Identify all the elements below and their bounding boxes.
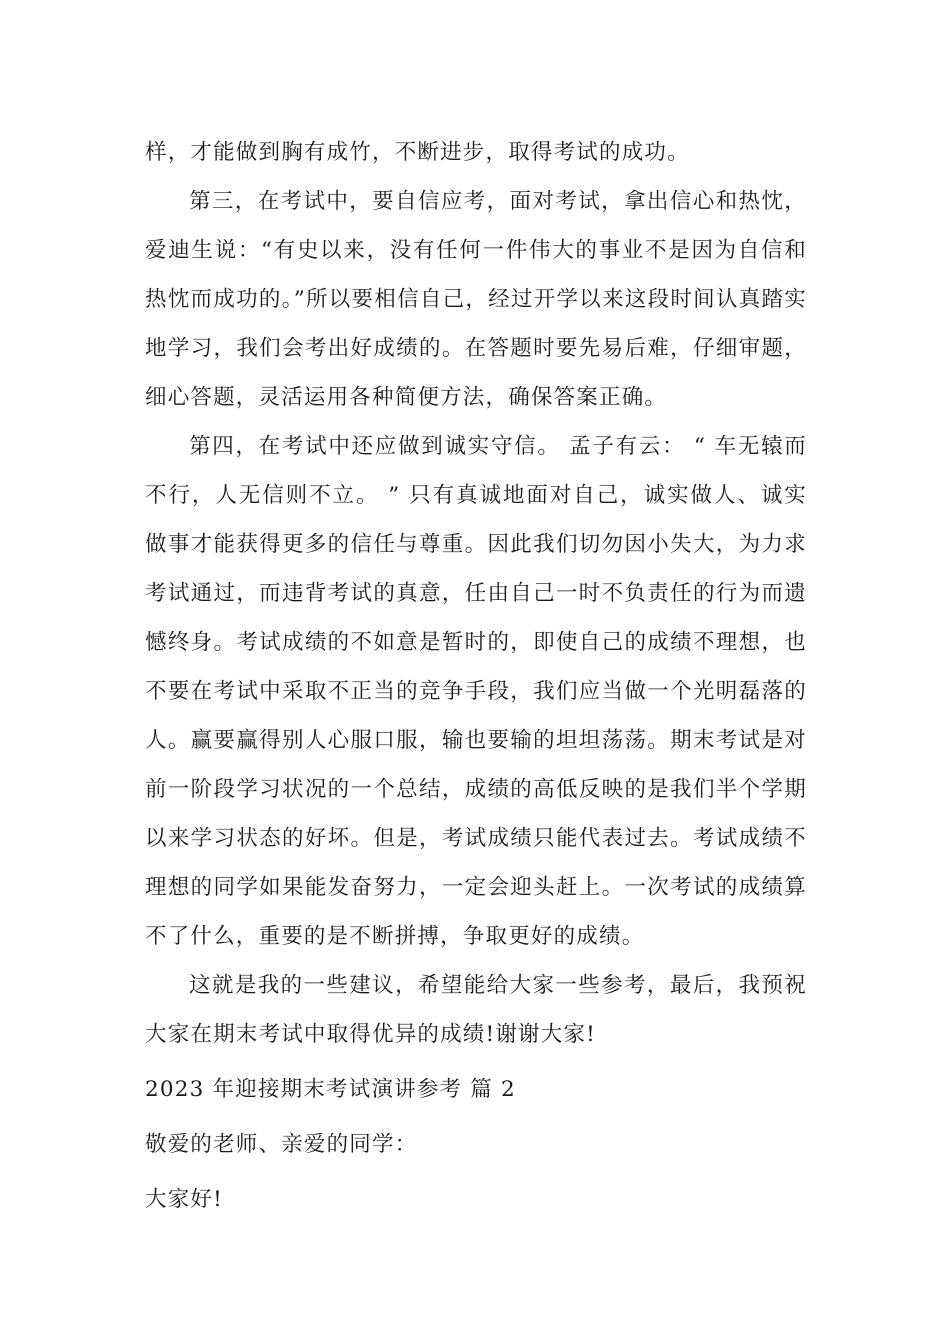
- greeting: 大家好!: [145, 1187, 223, 1212]
- paragraph-continuation: 样，才能做到胸有成竹，不断进步，取得考试的成功。: [145, 140, 690, 165]
- paragraph-closing: 这就是我的一些建议，希望能给大家一些参考，最后，我预祝大家在期末考试中取得优异的成绩!谢谢大家!: [145, 973, 807, 1047]
- paragraph-third-point: 第三，在考试中，要自信应考，面对考试，拿出信心和热忱，爱迪生说：“有史以来，没有任何一件伟大的事业不是因为自信和热忱而成功的。”所以要相信自己，经过开学以来这段时间认真踏实地学习，我们会考出好成绩的。在答题时要先易后难，仔细审题，细心答题，灵活运用各种简便方法，确保答案正确。: [145, 189, 807, 410]
- section-heading: 2023 年迎接期末考试演讲参考 篇 2: [145, 1077, 516, 1102]
- document-body: [145, 128, 807, 1224]
- salutation: 敬爱的老师、亲爱的同学：: [145, 1132, 418, 1157]
- paragraph-fourth-point: 第四，在考试中还应做到诚实守信。 孟子有云： “ 车无辕而不行，人无信则不立。 ” 只有真诚地面对自己，诚实做人、诚实做事才能获得更多的信任与尊重。因此我们切勿因小失大，为力求考试通过，而违背考试的真意，任由自己一时不负责任的行为而遗憾终身。考试成绩的不如意是暂时的，即使自己的成绩不理想，也不要在考试中采取不正当的竞争手段，我们应当做一个光明磊落的人。赢要赢得别人心服口服，输也要输的坦坦荡荡。期末考试是对前一阶段学习状况的一个总结，成绩的高低反映的是我们半个学期以来学习状态的好坏。但是，考试成绩只能代表过去。考试成绩不理想的同学如果能发奋努力，一定会迎头赶上。一次考试的成绩算不了什么，重要的是不断拼搏，争取更好的成绩。: [145, 434, 807, 949]
